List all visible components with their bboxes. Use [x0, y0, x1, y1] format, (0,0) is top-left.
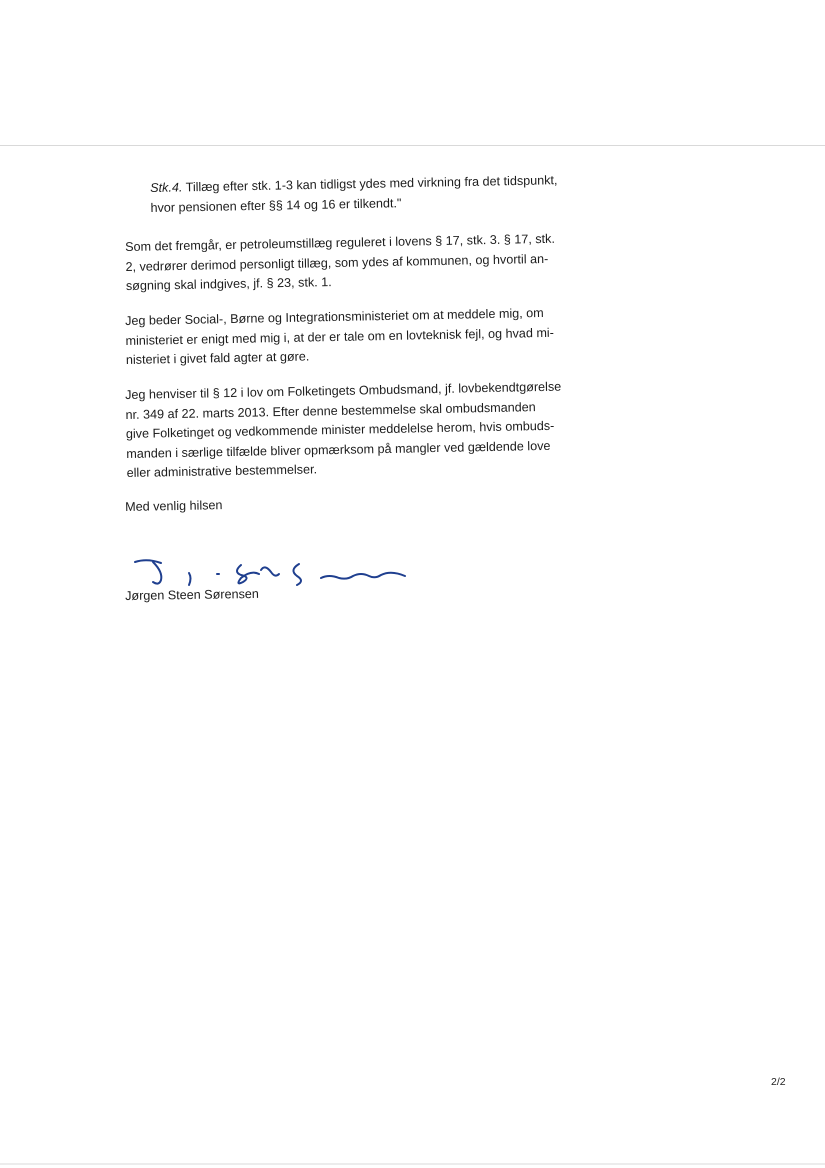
paragraph-line: Jeg henviser til § 12 i lov om Folketingets Ombudsmand, jf. lovbekendtgørelse	[125, 379, 562, 402]
quote-label: Stk.4.	[150, 180, 183, 195]
paragraph-reference	[125, 378, 563, 484]
paragraph-line: nisteriet i givet fald agter at gøre.	[125, 349, 310, 367]
quote-line-2: hvor pensionen efter §§ 14 og 16 er tilkendt."	[150, 195, 402, 215]
paragraph-request	[125, 304, 554, 371]
paragraph-line: Som det fremgår, er petroleumstillæg reguleret i lovens § 17, stk. 3. § 17, stk.	[125, 231, 556, 254]
signer-name: Jørgen Steen Sørensen	[125, 586, 259, 603]
paragraph-line: 2, vedrører derimod personligt tillæg, som ydes af kommunen, og hvortil an-	[125, 251, 549, 274]
paragraph-line: nr. 349 af 22. marts 2013. Efter denne bestemmelse skal ombudsmanden	[125, 399, 536, 422]
closing-salutation	[125, 496, 223, 517]
paragraph-line: søgning skal indgives, jf. § 23, stk. 1.	[125, 275, 332, 293]
paragraph-line: Jeg beder Social-, Børne og Integrationsministeriet om at meddele mig, om	[125, 305, 544, 328]
page-number: 2/2	[771, 1076, 786, 1088]
paragraph-line: manden i særlige tilfælde bliver opmærksom på mangler ved gældende love	[126, 438, 551, 461]
quote-line-1-text: Tillæg efter stk. 1-3 kan tidligst ydes med virkning fra det tidspunkt,	[182, 173, 558, 195]
quoted-provision	[150, 171, 558, 218]
paragraph-regulation	[125, 230, 556, 297]
paragraph-line: ministeriet er enigt med mig i, at der er tale om en lovteknisk fejl, og hvad mi-	[125, 325, 554, 348]
closing-line: Med venlig hilsen	[125, 498, 223, 514]
paragraph-line: eller administrative bestemmelser.	[126, 462, 318, 480]
scan-edge-line	[0, 1163, 825, 1165]
scan-edge-line	[0, 145, 825, 146]
paragraph-line: give Folketinget og vedkommende minister meddelelse herom, hvis ombuds-	[125, 418, 555, 441]
